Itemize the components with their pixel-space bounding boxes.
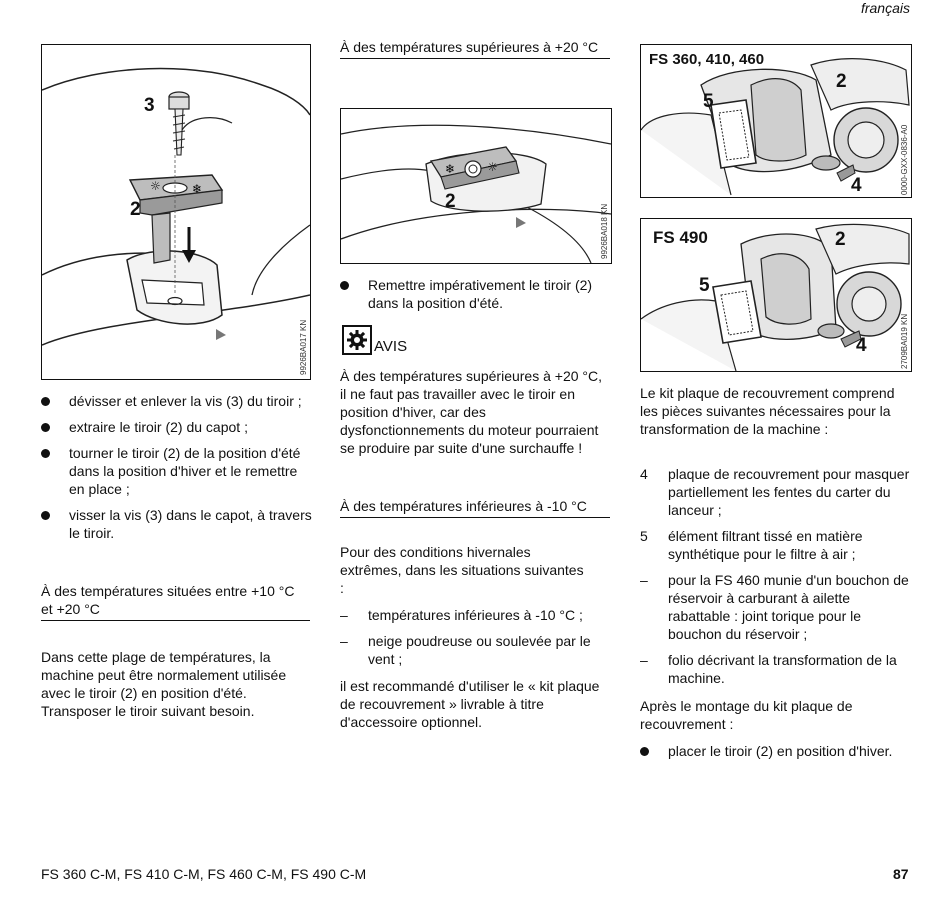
figure-title: FS 360, 410, 460 xyxy=(649,51,765,68)
callout-filter: 5 xyxy=(703,91,714,112)
left-bullet-list xyxy=(41,392,316,550)
paragraph: Le kit plaque de recouvrement comprend les pièces suivantes nécessaires pour la transformation de la machine : xyxy=(640,385,895,437)
paragraph: Pour des conditions hivernales extrêmes, dans les situations suivantes : xyxy=(340,544,584,596)
figure-fs490 xyxy=(640,218,912,372)
figure-drawer-removal-drawing xyxy=(42,45,310,379)
svg-text:❄: ❄ xyxy=(445,162,456,176)
callout-drawer: 2 xyxy=(130,199,141,220)
kit-parts-list xyxy=(640,465,912,695)
section-heading: À des températures situées entre +10 °C et +20 °C xyxy=(41,582,310,621)
language-label: français xyxy=(860,0,910,16)
callout-screw: 3 xyxy=(144,95,155,116)
middle-dash-list xyxy=(340,606,615,676)
svg-text:❄: ❄ xyxy=(192,182,203,196)
figure-summer-position-drawing xyxy=(341,109,611,263)
notice-text: À des températures supérieures à +20 °C, il ne faut pas travailler avec le tiroir en position d'hiver, car des dysfonctionnements du moteur pourraient se produire par suite d'une surchauffe ! xyxy=(340,368,603,456)
footer-models: FS 360 C-M, FS 410 C-M, FS 460 C-M, FS 490 C-M xyxy=(41,866,367,882)
paragraph: Après le montage du kit plaque de recouvrement : xyxy=(640,698,853,732)
figure-code: 0000-GXX-0836-A0 xyxy=(900,124,909,195)
list-item: – températures inférieures à -10 °C ; xyxy=(340,607,583,623)
section-heading: À des températures supérieures à +20 °C xyxy=(340,38,610,59)
page-number: 87 xyxy=(893,866,909,882)
callout-plate: 4 xyxy=(851,175,862,196)
figure-drawer-removal xyxy=(41,44,311,380)
callout-cover: 2 xyxy=(835,229,846,250)
list-item: – pour la FS 460 munie d'un bouchon de réservoir à carburant à ailette rabattable : joint torique pour le bouchon du réservoir ; xyxy=(640,572,909,642)
paragraph: Dans cette plage de températures, la machine peut être normalement utilisée avec le tiroir (2) en position d'été. Transposer le tiroir suivant besoin. xyxy=(41,649,287,719)
notice-label: AVIS xyxy=(374,338,408,355)
figure-code: 2709BA019 KN xyxy=(900,313,909,369)
figure-fs360-410-460-drawing xyxy=(641,45,911,197)
section-heading: À des températures inférieures à -10 °C xyxy=(340,497,610,518)
middle-bullet-list xyxy=(340,276,615,320)
list-item: dévisser et enlever la vis (3) du tiroir ; xyxy=(41,392,316,410)
gear-icon xyxy=(342,325,372,355)
callout-plate: 4 xyxy=(856,335,867,356)
right-bullet-list xyxy=(640,742,915,768)
list-item: extraire le tiroir (2) du capot ; xyxy=(41,418,316,436)
notice-header xyxy=(342,325,407,355)
figure-title: FS 490 xyxy=(653,228,708,247)
svg-text:☼: ☼ xyxy=(487,160,498,174)
callout-drawer: 2 xyxy=(445,191,456,212)
figure-fs490-drawing xyxy=(641,219,911,371)
list-item: Remettre impérativement le tiroir (2) dans la position d'été. xyxy=(340,276,615,312)
figure-code: 9926BA018 KN xyxy=(600,203,609,259)
list-item: – neige poudreuse ou soulevée par le vent ; xyxy=(340,633,591,667)
callout-cover: 2 xyxy=(836,71,847,92)
figure-code: 9926BA017 KN xyxy=(299,319,308,375)
figure-summer-position xyxy=(340,108,612,264)
list-item: 4 plaque de recouvrement pour masquer partiellement les fentes du carter du lanceur ; xyxy=(640,466,910,518)
list-item: visser la vis (3) dans le capot, à travers le tiroir. xyxy=(41,506,316,542)
figure-fs360-410-460 xyxy=(640,44,912,198)
list-item: tourner le tiroir (2) de la position d'été dans la position d'hiver et le remettre en place ; xyxy=(41,444,316,498)
paragraph: il est recommandé d'utiliser le « kit plaque de recouvrement » livrable à titre d'accessoire optionnel. xyxy=(340,678,600,730)
list-item: – folio décrivant la transformation de la machine. xyxy=(640,652,897,686)
svg-text:☼: ☼ xyxy=(150,179,161,193)
list-item: placer le tiroir (2) en position d'hiver. xyxy=(640,742,915,760)
list-item: 5 élément filtrant tissé en matière synthétique pour le filtre à air ; xyxy=(640,528,863,562)
callout-filter: 5 xyxy=(699,275,710,296)
